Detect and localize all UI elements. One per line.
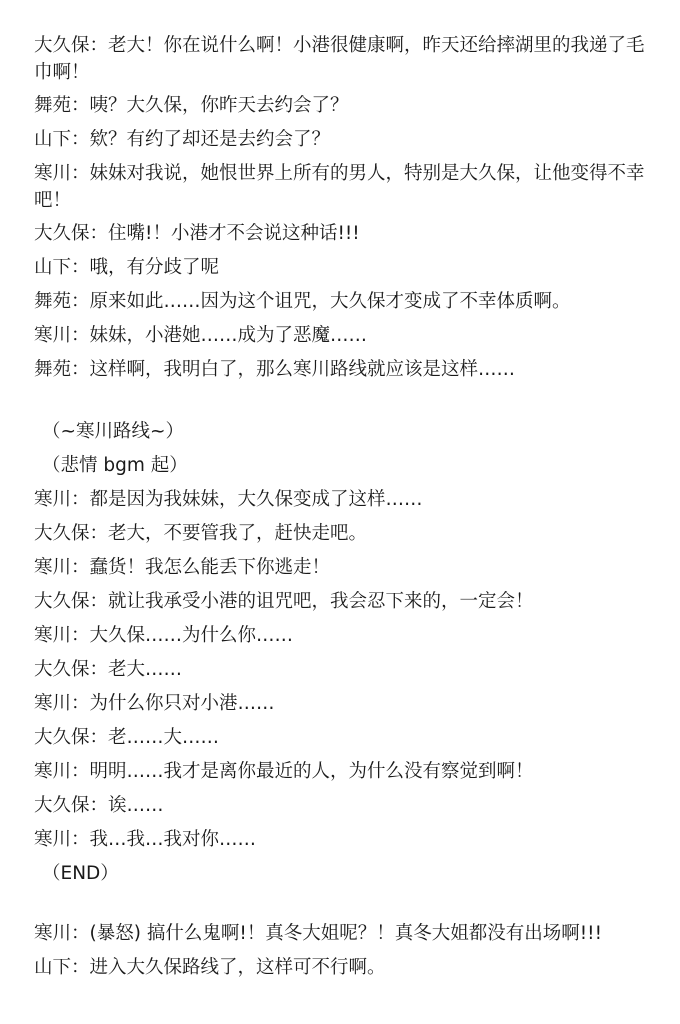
dialogue-text: 原来如此……因为这个诅咒，大久保才变成了不幸体质啊。: [89, 291, 571, 312]
speaker-separator: ：: [89, 523, 109, 544]
speaker-name: 大久保: [34, 223, 90, 244]
speaker-separator: ：: [89, 795, 109, 816]
dialogue-line: [34, 356, 656, 384]
speaker-name: 大久保: [34, 523, 90, 544]
speaker-separator: ：: [71, 693, 90, 714]
speaker-name: 寒川: [34, 163, 72, 184]
speaker-name: 寒川: [34, 325, 72, 346]
speaker-name: 寒川: [34, 923, 72, 944]
dialogue-line: [34, 954, 656, 982]
dialogue-text: 老大，不要管我了，赶快走吧。: [108, 523, 368, 544]
dialogue-line: [34, 520, 656, 548]
dialogue-line: [34, 656, 656, 684]
stage-direction: （悲情 bgm 起）: [42, 455, 188, 476]
speaker-name: 寒川: [34, 625, 72, 646]
speaker-name: 大久保: [34, 659, 90, 680]
paragraph-gap: [34, 894, 656, 920]
speaker-name: 舞苑: [34, 359, 72, 380]
dialogue-text: 住嘴!！小港才不会说这种话!!!: [108, 223, 360, 244]
speaker-name: 大久保: [34, 727, 90, 748]
speaker-name: 寒川: [34, 761, 72, 782]
dialogue-text: 为什么你只对小港……: [89, 693, 275, 714]
speaker-separator: ：: [89, 223, 109, 244]
document-body: [34, 32, 656, 988]
speaker-name: 舞苑: [34, 95, 72, 116]
dialogue-text: 诶……: [108, 795, 164, 816]
speaker-separator: ：: [71, 957, 90, 978]
dialogue-text: 蠢货！我怎么能丢下你逃走！: [89, 557, 331, 578]
dialogue-line: [34, 758, 656, 786]
dialogue-text: 哦，有分歧了呢: [89, 257, 220, 278]
stage-direction: （END）: [42, 863, 119, 884]
dialogue-text: 进入大久保路线了，这样可不行啊。: [89, 957, 386, 978]
paragraph-gap: [34, 390, 656, 418]
speaker-name: 寒川: [34, 557, 72, 578]
speaker-separator: ：: [71, 557, 90, 578]
speaker-name: 寒川: [34, 829, 72, 850]
dialogue-text: 明明……我才是离你最近的人，为什么没有察觉到啊！: [89, 761, 534, 782]
dialogue-line: [34, 220, 656, 248]
dialogue-line: [34, 288, 656, 316]
speaker-name: 寒川: [34, 693, 72, 714]
speaker-separator: ：: [71, 359, 90, 380]
dialogue-line: [34, 126, 656, 154]
dialogue-text: 老大！你在说什么啊！小港很健康啊，昨天还给摔湖里的我递了毛巾啊！: [34, 35, 645, 83]
speaker-separator: ：: [89, 659, 109, 680]
dialogue-line: [34, 622, 656, 650]
dialogue-line: [34, 32, 656, 86]
speaker-separator: ：: [89, 591, 109, 612]
dialogue-line: [34, 690, 656, 718]
speaker-separator: ：: [71, 625, 90, 646]
speaker-separator: ：: [71, 95, 90, 116]
dialogue-text: 我…我…我对你……: [89, 829, 257, 850]
dialogue-text: (暴怒) 搞什么鬼啊!！真冬大姐呢？！真冬大姐都没有出场啊!!!: [89, 923, 603, 944]
dialogue-line: [34, 322, 656, 350]
dialogue-line: [34, 486, 656, 514]
dialogue-text: 妹妹，小港她……成为了恶魔……: [89, 325, 368, 346]
speaker-name: 大久保: [34, 35, 90, 56]
speaker-name: 舞苑: [34, 291, 72, 312]
speaker-separator: ：: [89, 727, 109, 748]
dialogue-line: [34, 920, 656, 948]
dialogue-line: [34, 160, 656, 214]
speaker-separator: ：: [71, 829, 90, 850]
dialogue-line: [34, 554, 656, 582]
dialogue-line: [34, 724, 656, 752]
speaker-separator: ：: [71, 163, 90, 184]
dialogue-line: [34, 588, 656, 616]
speaker-separator: ：: [71, 129, 90, 150]
dialogue-line: [34, 792, 656, 820]
stage-direction: （~寒川路线~）: [42, 421, 185, 442]
speaker-name: 山下: [34, 257, 72, 278]
speaker-separator: ：: [71, 489, 90, 510]
dialogue-text: 大久保……为什么你……: [89, 625, 294, 646]
speaker-separator: ：: [71, 761, 90, 782]
speaker-separator: ：: [71, 923, 90, 944]
dialogue-text: 这样啊，我明白了，那么寒川路线就应该是这样……: [89, 359, 516, 380]
dialogue-line: [34, 92, 656, 120]
speaker-name: 山下: [34, 129, 72, 150]
speaker-name: 寒川: [34, 489, 72, 510]
dialogue-text: 老大……: [108, 659, 183, 680]
dialogue-line: [34, 254, 656, 282]
speaker-name: 大久保: [34, 591, 90, 612]
dialogue-text: 就让我承受小港的诅咒吧，我会忍下来的，一定会！: [108, 591, 534, 612]
speaker-separator: ：: [71, 257, 90, 278]
speaker-separator: ：: [89, 35, 109, 56]
dialogue-text: 都是因为我妹妹，大久保变成了这样……: [89, 489, 423, 510]
speaker-separator: ：: [71, 325, 90, 346]
dialogue-line: [34, 826, 656, 854]
dialogue-text: 欸？有约了却还是去约会了？: [89, 129, 331, 150]
speaker-name: 山下: [34, 957, 72, 978]
dialogue-text: 咦？大久保，你昨天去约会了？: [89, 95, 349, 116]
dialogue-text: 老……大……: [108, 727, 220, 748]
speaker-name: 大久保: [34, 795, 90, 816]
dialogue-text: 妹妹对我说，她恨世界上所有的男人，特别是大久保，让他变得不幸吧！: [34, 163, 645, 211]
speaker-separator: ：: [71, 291, 90, 312]
